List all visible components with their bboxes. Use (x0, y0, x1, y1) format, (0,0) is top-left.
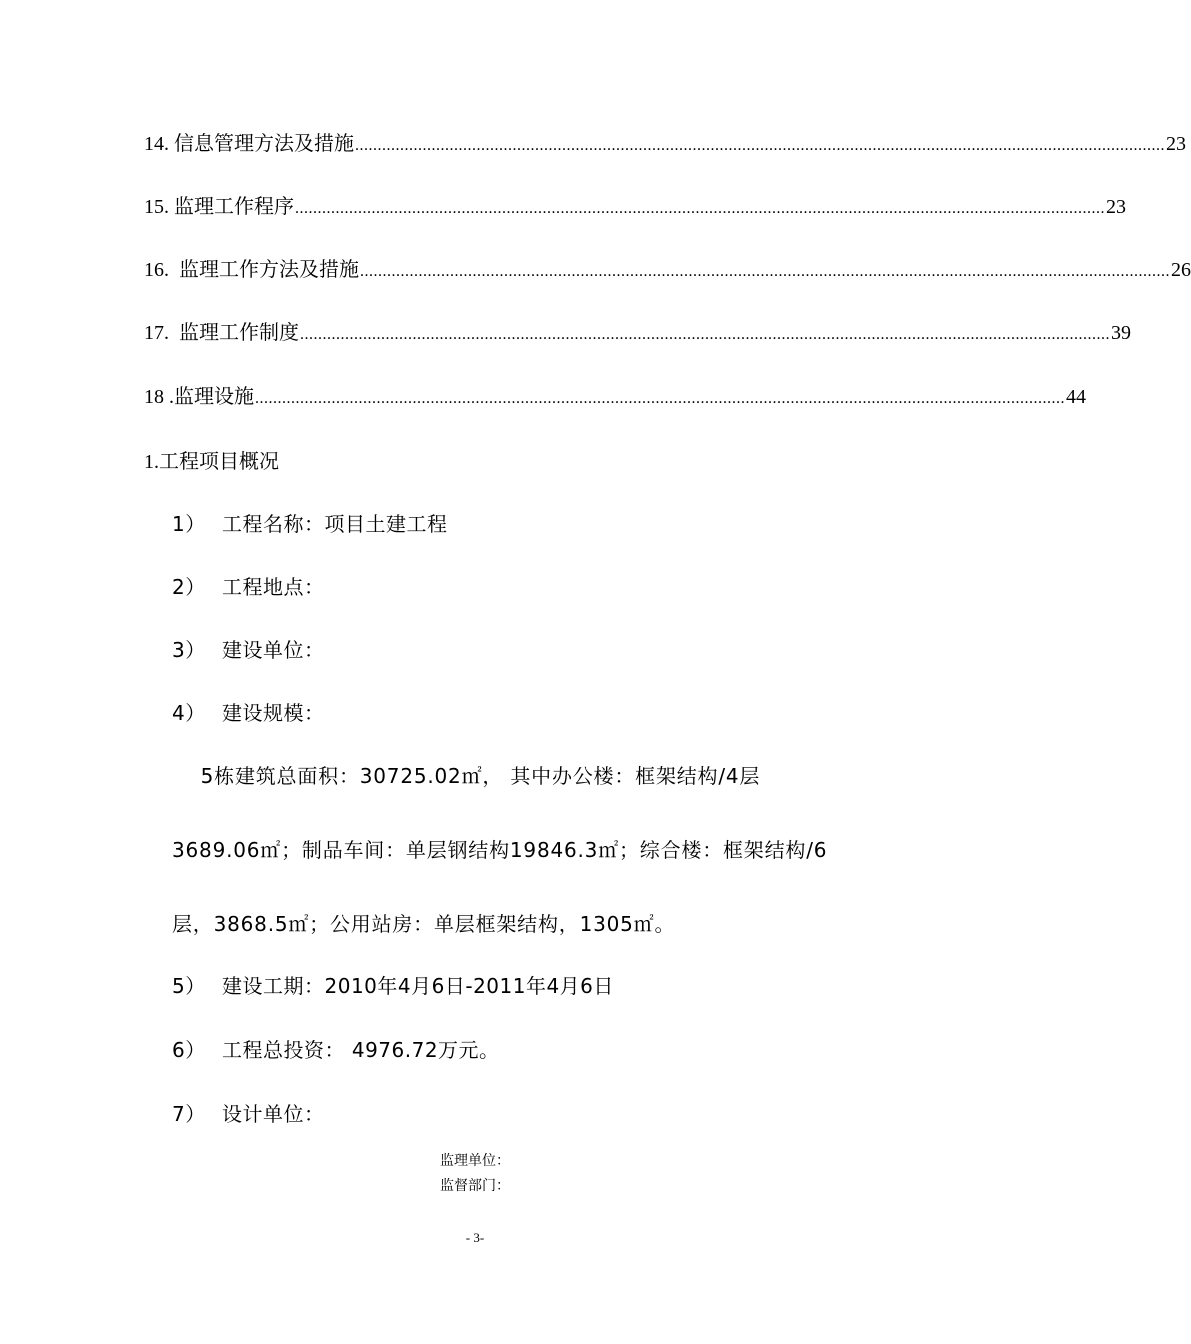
item-text: 建设规模： (222, 701, 325, 725)
list-item (172, 1098, 325, 1127)
toc-page-number: 44 (1066, 386, 1086, 408)
item-text: 建设单位： (222, 638, 325, 662)
section-heading: 1.工程项目概况 (144, 451, 279, 473)
page-number: - 3- (465, 1230, 485, 1245)
toc-entry (144, 316, 1131, 346)
toc-leader-dots: .................................................................................................................................................................................... (300, 326, 1110, 343)
item-number: 5） (172, 974, 206, 998)
toc-leader-dots: .................................................................................................................................................................................... (255, 390, 1065, 407)
footer-supervision-unit: 监理单位： (440, 1153, 510, 1169)
item-number: 6） (172, 1038, 206, 1062)
item-number: 4） (172, 701, 206, 725)
toc-title: 18 .监理设施 (144, 386, 254, 408)
toc-entry (144, 127, 1186, 157)
list-item (172, 571, 325, 600)
list-item (172, 697, 325, 726)
toc-page-number: 26 (1171, 259, 1191, 281)
toc-page-number: 23 (1166, 133, 1186, 155)
list-item (172, 1034, 500, 1063)
toc-title: 14. 信息管理方法及措施 (144, 133, 354, 155)
item-text: 工程名称：项目土建工程 (222, 512, 448, 536)
item-text: 设计单位： (222, 1102, 325, 1126)
list-item (172, 634, 325, 663)
item-text: 工程地点： (222, 575, 325, 599)
toc-entry (144, 253, 1191, 283)
toc-leader-dots: .................................................................................................................................................................................... (355, 137, 1165, 154)
scale-paragraph-line: 层，3868.5㎡；公用站房：单层框架结构，1305㎡。 (172, 912, 676, 936)
toc-page-number: 23 (1106, 196, 1126, 218)
toc-title: 16. 监理工作方法及措施 (144, 259, 359, 281)
item-number: 1） (172, 512, 206, 536)
toc-title: 17. 监理工作制度 (144, 322, 299, 344)
toc-entry (144, 380, 1086, 410)
toc-leader-dots: .................................................................................................................................................................................... (360, 263, 1170, 280)
scale-paragraph-line: 3689.06㎡；制品车间：单层钢结构19846.3㎡；综合楼：框架结构/6 (172, 838, 828, 862)
toc-leader-dots: .................................................................................................................................................................................... (295, 200, 1105, 217)
list-item (172, 970, 614, 999)
scale-paragraph-line: 5栋建筑总面积：30725.02㎡， 其中办公楼：框架结构/4层 (172, 764, 761, 788)
item-number: 3） (172, 638, 206, 662)
list-item (172, 508, 448, 537)
item-text: 建设工期：2010年4月6日-2011年4月6日 (222, 974, 614, 998)
toc-page-number: 39 (1111, 322, 1131, 344)
item-text: 工程总投资： 4976.72万元。 (222, 1038, 500, 1062)
toc-entry (144, 190, 1126, 220)
item-number: 7） (172, 1102, 206, 1126)
footer-supervision-department: 监督部门： (440, 1178, 510, 1194)
item-number: 2） (172, 575, 206, 599)
toc-title: 15. 监理工作程序 (144, 196, 294, 218)
